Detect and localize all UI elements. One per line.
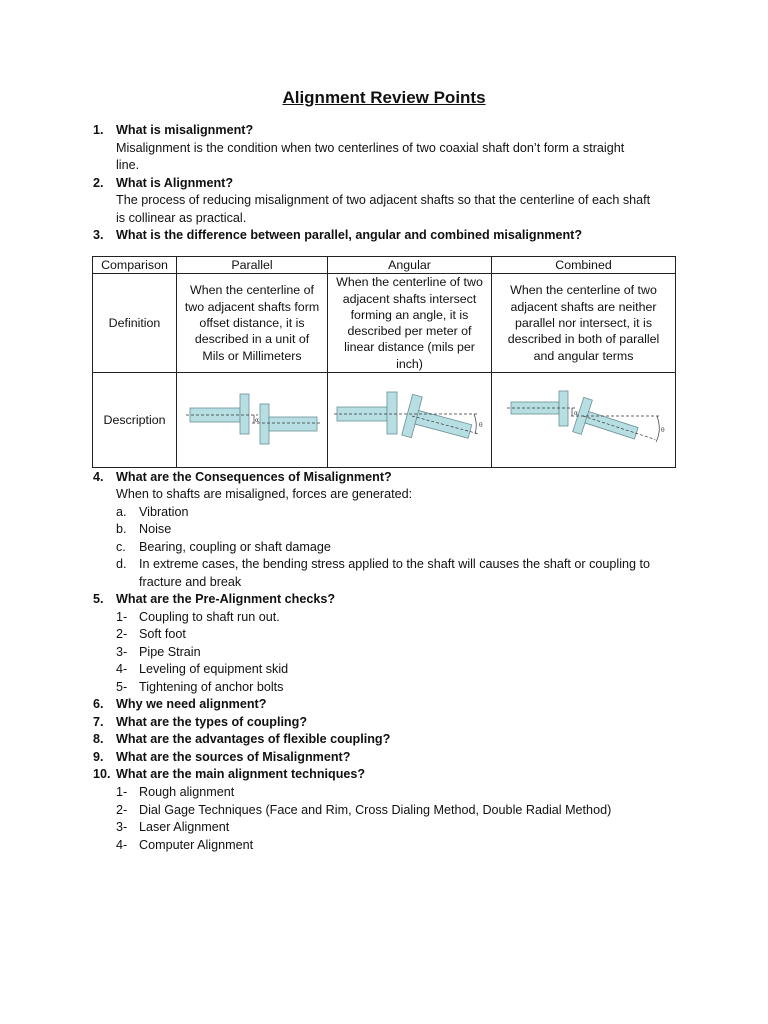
svg-text:α: α bbox=[255, 417, 260, 425]
list-marker: c. bbox=[116, 540, 126, 554]
table-header-cell: Parallel bbox=[177, 257, 328, 274]
table-header-cell: Comparison bbox=[93, 257, 177, 274]
table-header-cell: Combined bbox=[492, 257, 676, 274]
list-marker: 3- bbox=[116, 645, 128, 659]
table-cell: When the centerline of two adjacent shafts intersect forming an angle, it is described per meter of linear distance (mils per inch) bbox=[328, 274, 492, 373]
question-number: 3. bbox=[93, 228, 104, 242]
question-number: 9. bbox=[93, 750, 104, 764]
svg-text:α: α bbox=[573, 410, 578, 418]
answer-line: The process of reducing misalignment of two adjacent shafts so that the centerline of each shaft bbox=[116, 193, 651, 207]
table-cell bbox=[492, 373, 676, 468]
table-cell: When the centerline of two adjacent shafts are neither parallel nor intersect, it is described in both of parallel and angular terms bbox=[492, 274, 676, 373]
question-text: What is Alignment? bbox=[116, 176, 234, 190]
table-row bbox=[93, 373, 676, 468]
list-marker: 5- bbox=[116, 680, 128, 694]
list-marker: 1- bbox=[116, 610, 128, 624]
question-text: What are the advantages of flexible coupling? bbox=[116, 732, 391, 746]
list-item: Tightening of anchor bolts bbox=[139, 680, 284, 694]
list-marker: 4- bbox=[116, 662, 128, 676]
table-cell bbox=[177, 373, 328, 468]
question-number: 7. bbox=[93, 715, 104, 729]
question-text: Why we need alignment? bbox=[116, 697, 267, 711]
question-text: What are the sources of Misalignment? bbox=[116, 750, 351, 764]
list-item: Noise bbox=[139, 522, 172, 536]
list-marker: 2- bbox=[116, 803, 128, 817]
misalignment-comparison-table bbox=[92, 256, 676, 468]
question-text: What are the main alignment techniques? bbox=[116, 767, 366, 781]
question-number: 5. bbox=[93, 592, 104, 606]
list-marker: a. bbox=[116, 505, 127, 519]
list-marker: d. bbox=[116, 557, 127, 571]
question-text: What is the difference between parallel, angular and combined misalignment? bbox=[116, 228, 583, 242]
combined-misalignment-diagram bbox=[499, 390, 669, 450]
row-label: Description bbox=[93, 373, 177, 468]
question-text: What are the Consequences of Misalignment? bbox=[116, 470, 392, 484]
list-item: Laser Alignment bbox=[139, 820, 230, 834]
list-marker: 2- bbox=[116, 627, 128, 641]
answer-intro: When to shafts are misaligned, forces are generated: bbox=[116, 487, 413, 501]
svg-text:θ: θ bbox=[479, 422, 483, 430]
list-item: Dial Gage Techniques (Face and Rim, Cross Dialing Method, Double Radial Method) bbox=[139, 803, 612, 817]
question-number: 4. bbox=[93, 470, 104, 484]
list-item: Rough alignment bbox=[139, 785, 235, 799]
answer-line: is collinear as practical. bbox=[116, 211, 247, 225]
list-item: Vibration bbox=[139, 505, 189, 519]
angular-misalignment-diagram bbox=[332, 390, 487, 450]
answer-line: Misalignment is the condition when two centerlines of two coaxial shaft don’t form a straight bbox=[116, 141, 625, 155]
question-number: 2. bbox=[93, 176, 104, 190]
question-number: 1. bbox=[93, 123, 104, 137]
parallel-misalignment-diagram bbox=[182, 390, 322, 450]
answer-line: line. bbox=[116, 158, 140, 172]
list-marker: 4- bbox=[116, 838, 128, 852]
page-title: Alignment Review Points bbox=[282, 88, 486, 107]
list-item: Pipe Strain bbox=[139, 645, 201, 659]
list-item: Coupling to shaft run out. bbox=[139, 610, 280, 624]
table-cell: When the centerline of two adjacent shafts form offset distance, it is described in a unit of Mils or Millimeters bbox=[177, 274, 328, 373]
table-header-cell: Angular bbox=[328, 257, 492, 274]
table-row bbox=[93, 274, 676, 373]
list-item: Leveling of equipment skid bbox=[139, 662, 289, 676]
list-item: In extreme cases, the bending stress applied to the shaft will causes the shaft or coupling to bbox=[139, 557, 651, 571]
list-marker: b. bbox=[116, 522, 127, 536]
table-cell bbox=[328, 373, 492, 468]
list-marker: 3- bbox=[116, 820, 128, 834]
table-header-row bbox=[93, 257, 676, 274]
question-text: What are the types of coupling? bbox=[116, 715, 308, 729]
row-label: Definition bbox=[93, 274, 177, 373]
list-marker: 1- bbox=[116, 785, 128, 799]
question-number: 8. bbox=[93, 732, 104, 746]
list-item: Bearing, coupling or shaft damage bbox=[139, 540, 331, 554]
question-number: 6. bbox=[93, 697, 104, 711]
question-text: What is misalignment? bbox=[116, 123, 254, 137]
list-item: Soft foot bbox=[139, 627, 186, 641]
list-item: Computer Alignment bbox=[139, 838, 254, 852]
svg-text:θ: θ bbox=[660, 427, 665, 435]
question-number: 10. bbox=[93, 767, 111, 781]
question-text: What are the Pre-Alignment checks? bbox=[116, 592, 336, 606]
list-item-continuation: fracture and break bbox=[139, 575, 242, 589]
